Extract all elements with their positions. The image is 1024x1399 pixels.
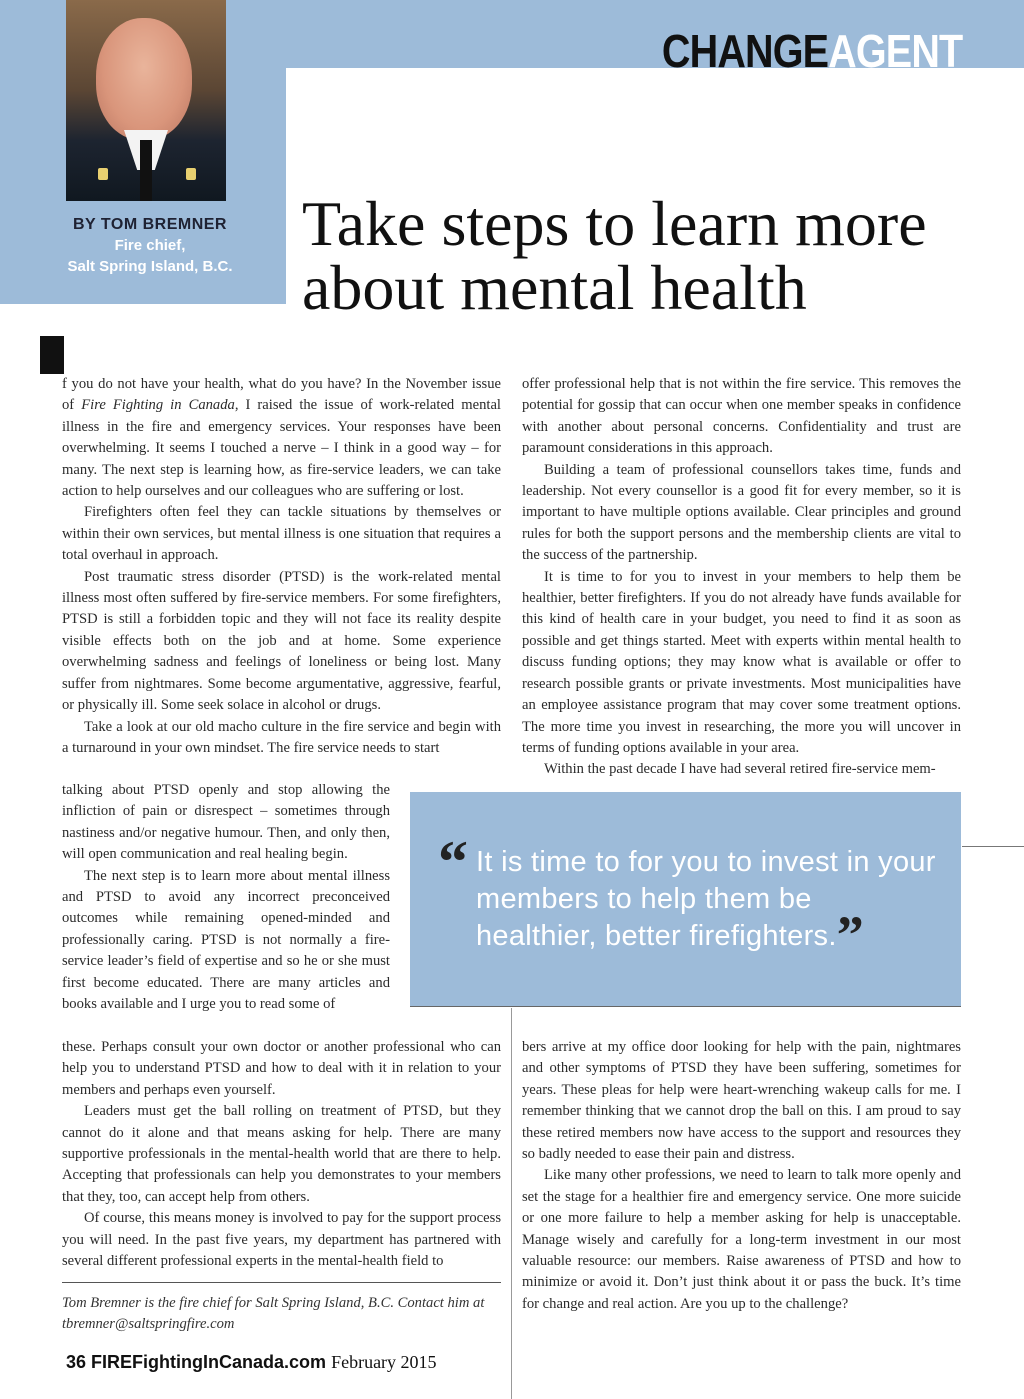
- paragraph: Firefighters often feel they can tackle situations by themselves or within their own services, but mental illness is one situation that requires a total overhaul in approach.: [62, 504, 501, 564]
- paragraph: offer professional help that is not within the fire service. This removes the potential for gossip that can occur when one member speaks in confidence with another about personal concerns. Confidentiality and trust are paramount considerations in this approach.: [522, 376, 961, 457]
- issue-date: February 2015: [331, 1352, 437, 1372]
- byline: [40, 214, 260, 277]
- masthead-agent: AGENT: [827, 25, 962, 77]
- paragraph: talking about PTSD openly and stop allowing the infliction of pain or disrespect – sometimes through nastiness and/or negative humour. Then, and only then, will open communication and real healing begin.: [62, 782, 390, 863]
- paragraph: these. Perhaps consult your own doctor or another professional who can help you to understand PTSD and how to deal with it in relation to your members and perhaps even yourself.: [62, 1039, 501, 1098]
- column-left-top: [62, 374, 501, 759]
- pull-quote: [410, 792, 961, 1007]
- paragraph: bers arrive at my office door looking for help with the pain, nightmares and other symptoms of PTSD they have been suffering, sometimes for years. These pleas for help were heart-wrenching wakeup calls for me. I remember thinking that we cannot drop the ball on this. I am proud to say these retired members now have access to the support and resources they so badly needed to ease their pain and distress.: [522, 1039, 961, 1163]
- column-divider: [511, 1008, 512, 1399]
- paragraph: The next step is to learn more about mental illness and PTSD to avoid any incorrect preconceived outcomes while remaining opened-minded and professionally caring. PTSD is not normally a fire-service leader’s field of expertise and so he or she must first become educated. There are many articles and books available and I urge you to read some of: [62, 867, 390, 1013]
- article-headline: Take steps to learn more about mental health: [302, 188, 927, 323]
- magazine-title: Fire Fighting in Canada: [81, 397, 235, 414]
- column-right-bottom: [522, 1037, 961, 1315]
- page-number: 36: [66, 1352, 87, 1372]
- paragraph: Take a look at our old macho culture in the fire service and begin with a turnaround in your own mindset. The fire service needs to start: [62, 718, 501, 756]
- author-name: BY TOM BREMNER: [73, 216, 227, 233]
- website: FIREFightingInCanada.com: [91, 1352, 327, 1372]
- author-role: Fire chief,: [114, 237, 186, 254]
- pull-quote-text: It is time to for you to invest in your members to help them be healthier, better firefighters.: [476, 846, 936, 952]
- paragraph: f you do not have your health, what do you have? In the November issue of Fire Fighting in Canada, I raised the issue of work-related mental illness in the fire and emergency services. Your responses have been overwhelming. It seems I touched a nerve – I think in a good way – for many. The next step is learning how, as fire-service leaders, we can take action to help ourselves and our colleagues who are suffering or lost.: [62, 374, 501, 502]
- paragraph: Building a team of professional counsellors takes time, funds and leadership. Not every counsellor is a good fit for every member, so it is important to have multiple options available. Clear principles and ground rules for both the support persons and the membership clients are vital to the success of the partnership.: [522, 461, 961, 564]
- bio-divider: [62, 1282, 501, 1283]
- column-left-bottom: [62, 1037, 501, 1272]
- divider: [962, 846, 1024, 847]
- author-bio: Tom Bremner is the fire chief for Salt Spring Island, B.C. Contact him at tbremner@saltspringfire.com: [62, 1295, 485, 1333]
- drop-cap-i: [40, 336, 64, 374]
- section-masthead: [661, 25, 962, 77]
- close-quote-mark: ”: [836, 905, 865, 965]
- paragraph: Leaders must get the ball rolling on treatment of PTSD, but they cannot do it alone and that means asking for help. There are many supportive professionals in the mental-health world that are there to help. Accepting that professionals can help you demonstrates to your members that they, too, can accept help from others.: [62, 1103, 501, 1205]
- open-quote-mark: “: [438, 829, 468, 895]
- paragraph: It is time to for you to invest in your members to help them be healthier, better firefighters. If you do not already have funds available for this kind of health care in your budget, you need to find it as soon as possible and get things started. Meet with experts within mental health to discuss funding options; they may know what is available or offer to research possible grants or private investments. Most municipalities have an employee assistance program that may cover some treatment options. The more time you invest in researching, the more you will uncover in terms of funding options available in your area.: [522, 568, 961, 756]
- masthead-change: CHANGE: [661, 25, 828, 77]
- paragraph: Post traumatic stress disorder (PTSD) is the work-related mental illness most often suffered by fire-service members. For some firefighters, PTSD is still a forbidden topic and they will not face its reality despite visible effects both on the job and at home. Some experience overwhelming sadness and feelings of loneliness or being lost. Many suffer from nightmares. Some become argumentative, aggressive, fearful, or physically ill. Some seek solace in alcohol or drugs.: [62, 568, 501, 714]
- author-photo: [66, 0, 226, 201]
- column-right-top: [522, 374, 961, 781]
- author-location: Salt Spring Island, B.C.: [67, 258, 233, 275]
- paragraph: Of course, this means money is involved to pay for the support process you will need. In the past five years, my department has partnered with several different professional experts in the mental-health field to: [62, 1210, 501, 1270]
- page-footer: [66, 1352, 437, 1373]
- paragraph: Like many other professions, we need to learn to talk more openly and set the stage for a healthier fire and emergency service. One more suicide or one more failure to help a member asking for help is unacceptable. Manage wisely and carefully for a long-term investment in our most valuable resource: our members. Raise awareness of PTSD and how to minimize or avoid it. Don’t just think about it or pass the buck. It’s time for change and real action. Are you up to the challenge?: [522, 1167, 961, 1312]
- paragraph: Within the past decade I have had several retired fire-service mem-: [544, 761, 936, 778]
- column-left-middle: [62, 780, 390, 1015]
